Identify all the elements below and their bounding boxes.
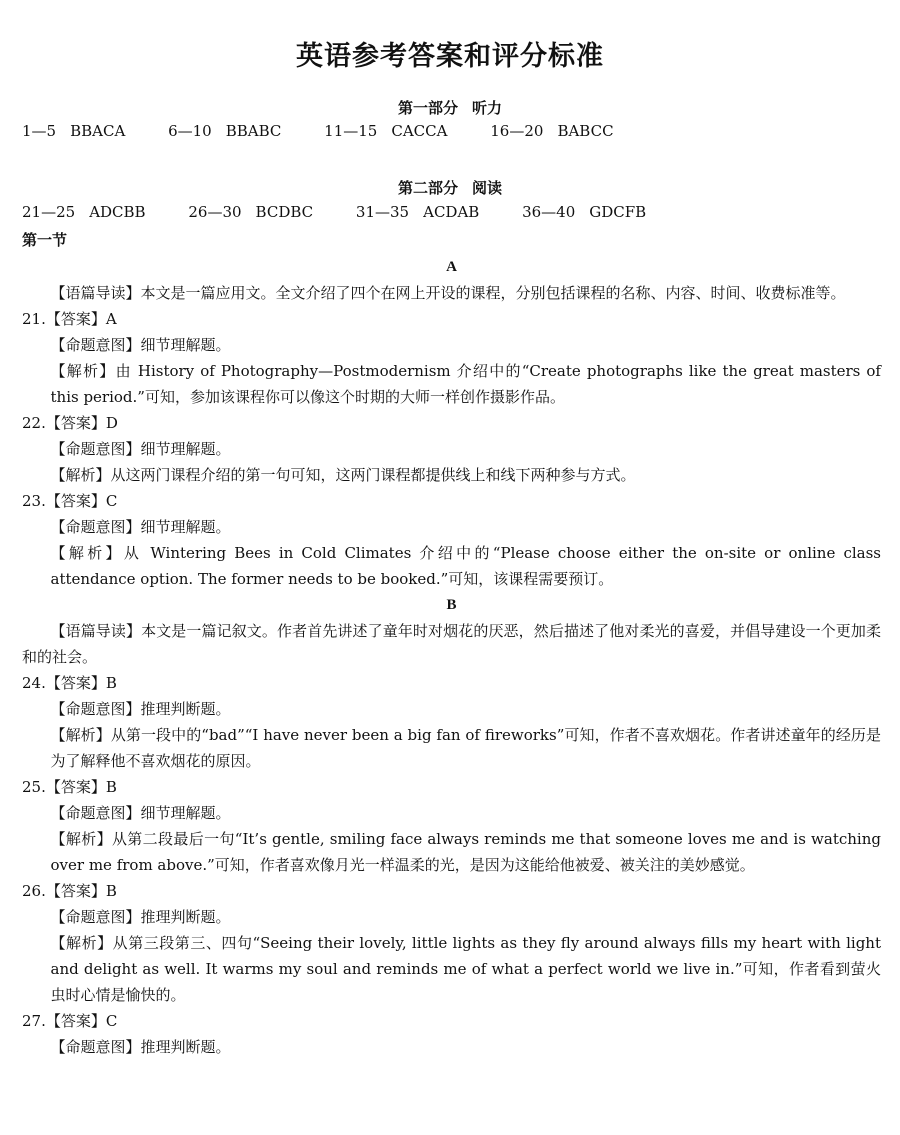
- answer-letters: BABCC: [557, 122, 614, 140]
- answer-group: [22, 203, 146, 221]
- answer-value: B: [105, 674, 117, 692]
- question-number: 21.: [22, 310, 46, 328]
- answer-range: 31—35: [355, 203, 410, 221]
- answer-range: 21—25: [22, 203, 76, 221]
- part2-answers: [22, 203, 646, 221]
- answer-range: 36—40: [522, 203, 576, 221]
- part2-heading-name: 阅读: [472, 179, 503, 197]
- intent-label: 【命题意图】: [50, 518, 141, 536]
- question-23: [22, 488, 881, 514]
- question-number: 23.: [22, 492, 46, 510]
- analysis-line: [22, 722, 881, 774]
- passage-a-guide: [22, 280, 881, 306]
- answer-letters: BCDBC: [255, 203, 314, 221]
- answer-range: 6—10: [168, 122, 212, 140]
- intent-line: [22, 436, 881, 462]
- intent-line: [22, 1034, 881, 1060]
- answer-label: 【答案】: [45, 310, 106, 328]
- answer-value: B: [105, 882, 117, 900]
- analysis-label: 【解析】: [50, 934, 113, 952]
- answer-group: [522, 203, 646, 221]
- intent-line: [22, 332, 881, 358]
- analysis-label: 【解析】: [50, 466, 111, 484]
- intent-label: 【命题意图】: [50, 440, 141, 458]
- answer-label: 【答案】: [45, 492, 106, 510]
- guide-text: 本文是一篇记叙文。作者首先讲述了童年时对烟花的厌恶，然后描述了他对柔光的喜爱，并倡导建设一个更加柔和的社会。: [22, 622, 881, 666]
- answer-label: 【答案】: [45, 882, 106, 900]
- analysis-text: 从第二段最后一句“It’s gentle, smiling face always reminds me that someone loves me and is watching over me from above.”可知，作者喜欢像月光一样温柔的光，是因为这能给他被爱、被关注的美妙感觉。: [50, 830, 881, 874]
- answer-range: 26—30: [188, 203, 242, 221]
- part1-heading-name: 听力: [472, 99, 503, 117]
- guide-label: 【语篇导读】: [50, 622, 142, 640]
- answer-letters: CACCA: [391, 122, 448, 140]
- answer-range: 1—5: [22, 122, 57, 140]
- answer-value: A: [105, 310, 117, 328]
- analysis-line: [22, 358, 881, 410]
- part1-answers: [22, 122, 614, 140]
- question-number: 22.: [22, 414, 46, 432]
- answer-group: [22, 122, 125, 140]
- answer-value: C: [105, 492, 118, 510]
- intent-text: 细节理解题。: [140, 804, 231, 822]
- guide-label: 【语篇导读】: [50, 284, 141, 302]
- section-1-heading: 第一节: [22, 231, 68, 249]
- intent-text: 推理判断题。: [140, 908, 231, 926]
- intent-line: [22, 800, 881, 826]
- intent-label: 【命题意图】: [50, 804, 141, 822]
- part2-heading-number: 第二部分: [397, 179, 458, 197]
- question-21: [22, 306, 881, 332]
- analysis-label: 【解析】: [50, 362, 116, 380]
- answer-value: B: [105, 778, 117, 796]
- answer-group: [324, 122, 447, 140]
- intent-label: 【命题意图】: [50, 908, 141, 926]
- analysis-line: [22, 462, 881, 488]
- answer-label: 【答案】: [45, 674, 106, 692]
- answer-group: [168, 122, 281, 140]
- answer-value: C: [105, 1012, 118, 1030]
- answer-label: 【答案】: [45, 1012, 106, 1030]
- question-25: [22, 774, 881, 800]
- analysis-text: 从第一段中的“bad”“I have never been a big fan of fireworks”可知，作者不喜欢烟花。作者讲述童年的经历是为了解释他不喜欢烟花的原因。: [50, 726, 881, 770]
- answer-label: 【答案】: [45, 414, 106, 432]
- passage-b-guide: [22, 618, 881, 670]
- intent-text: 细节理解题。: [140, 336, 231, 354]
- answer-range: 16—20: [490, 122, 544, 140]
- answer-label: 【答案】: [45, 778, 106, 796]
- analysis-label: 【解析】: [50, 726, 111, 744]
- question-26: [22, 878, 881, 904]
- question-number: 24.: [22, 674, 46, 692]
- intent-label: 【命题意图】: [50, 700, 141, 718]
- passage-a-letter: A: [446, 259, 457, 275]
- explanations-body: [22, 254, 881, 1060]
- analysis-text: 从 Wintering Bees in Cold Climates 介绍中的“Please choose either the on-site or online class attendance option. The former needs to be booked.”可知，该课程需要预订。: [50, 544, 881, 588]
- answer-letters: ACDAB: [423, 203, 480, 221]
- question-number: 27.: [22, 1012, 46, 1030]
- page-title: 英语参考答案和评分标准: [296, 41, 604, 72]
- answer-letters: GDCFB: [589, 203, 647, 221]
- intent-text: 推理判断题。: [140, 1038, 231, 1056]
- question-24: [22, 670, 881, 696]
- question-27: [22, 1008, 881, 1034]
- intent-text: 细节理解题。: [140, 440, 231, 458]
- analysis-text: 从第三段第三、四句“Seeing their lovely, little lights as they fly around always fills my heart with light and delight as well. It warms my soul and reminds me of what a perfect world we live in.”可知，作者看到萤火虫时心情是愉快的。: [50, 934, 881, 1004]
- question-22: [22, 410, 881, 436]
- part2-heading: [0, 177, 900, 198]
- question-number: 26.: [22, 882, 46, 900]
- answer-letters: BBACA: [70, 122, 126, 140]
- answer-group: [356, 203, 479, 221]
- analysis-label: 【解析】: [50, 830, 112, 848]
- passage-b-letter: B: [446, 597, 457, 613]
- part1-heading-number: 第一部分: [397, 99, 458, 117]
- answer-range: 11—15: [324, 122, 378, 140]
- analysis-text: 从这两门课程介绍的第一句可知，这两门课程都提供线上和线下两种参与方式。: [110, 466, 636, 484]
- guide-text: 本文是一篇应用文。全文介绍了四个在网上开设的课程，分别包括课程的名称、内容、时间、收费标准等。: [140, 284, 846, 302]
- intent-text: 细节理解题。: [140, 518, 231, 536]
- analysis-label: 【解析】: [50, 544, 124, 562]
- analysis-line: [22, 930, 881, 1008]
- question-number: 25.: [22, 778, 46, 796]
- answer-letters: BBABC: [225, 122, 282, 140]
- analysis-line: [22, 540, 881, 592]
- answer-group: [188, 203, 313, 221]
- intent-label: 【命题意图】: [50, 336, 141, 354]
- analysis-text: 由 History of Photography—Postmodernism 介绍中的“Create photographs like the great masters of this period.”可知，参加该课程你可以像这个时期的大师一样创作摄影作品。: [50, 362, 881, 406]
- answer-group: [490, 122, 613, 140]
- intent-line: [22, 514, 881, 540]
- part1-heading: [0, 97, 900, 118]
- answer-value: D: [105, 414, 118, 432]
- intent-line: [22, 696, 881, 722]
- answer-letters: ADCBB: [89, 203, 146, 221]
- intent-label: 【命题意图】: [50, 1038, 141, 1056]
- intent-line: [22, 904, 881, 930]
- analysis-line: [22, 826, 881, 878]
- intent-text: 推理判断题。: [140, 700, 231, 718]
